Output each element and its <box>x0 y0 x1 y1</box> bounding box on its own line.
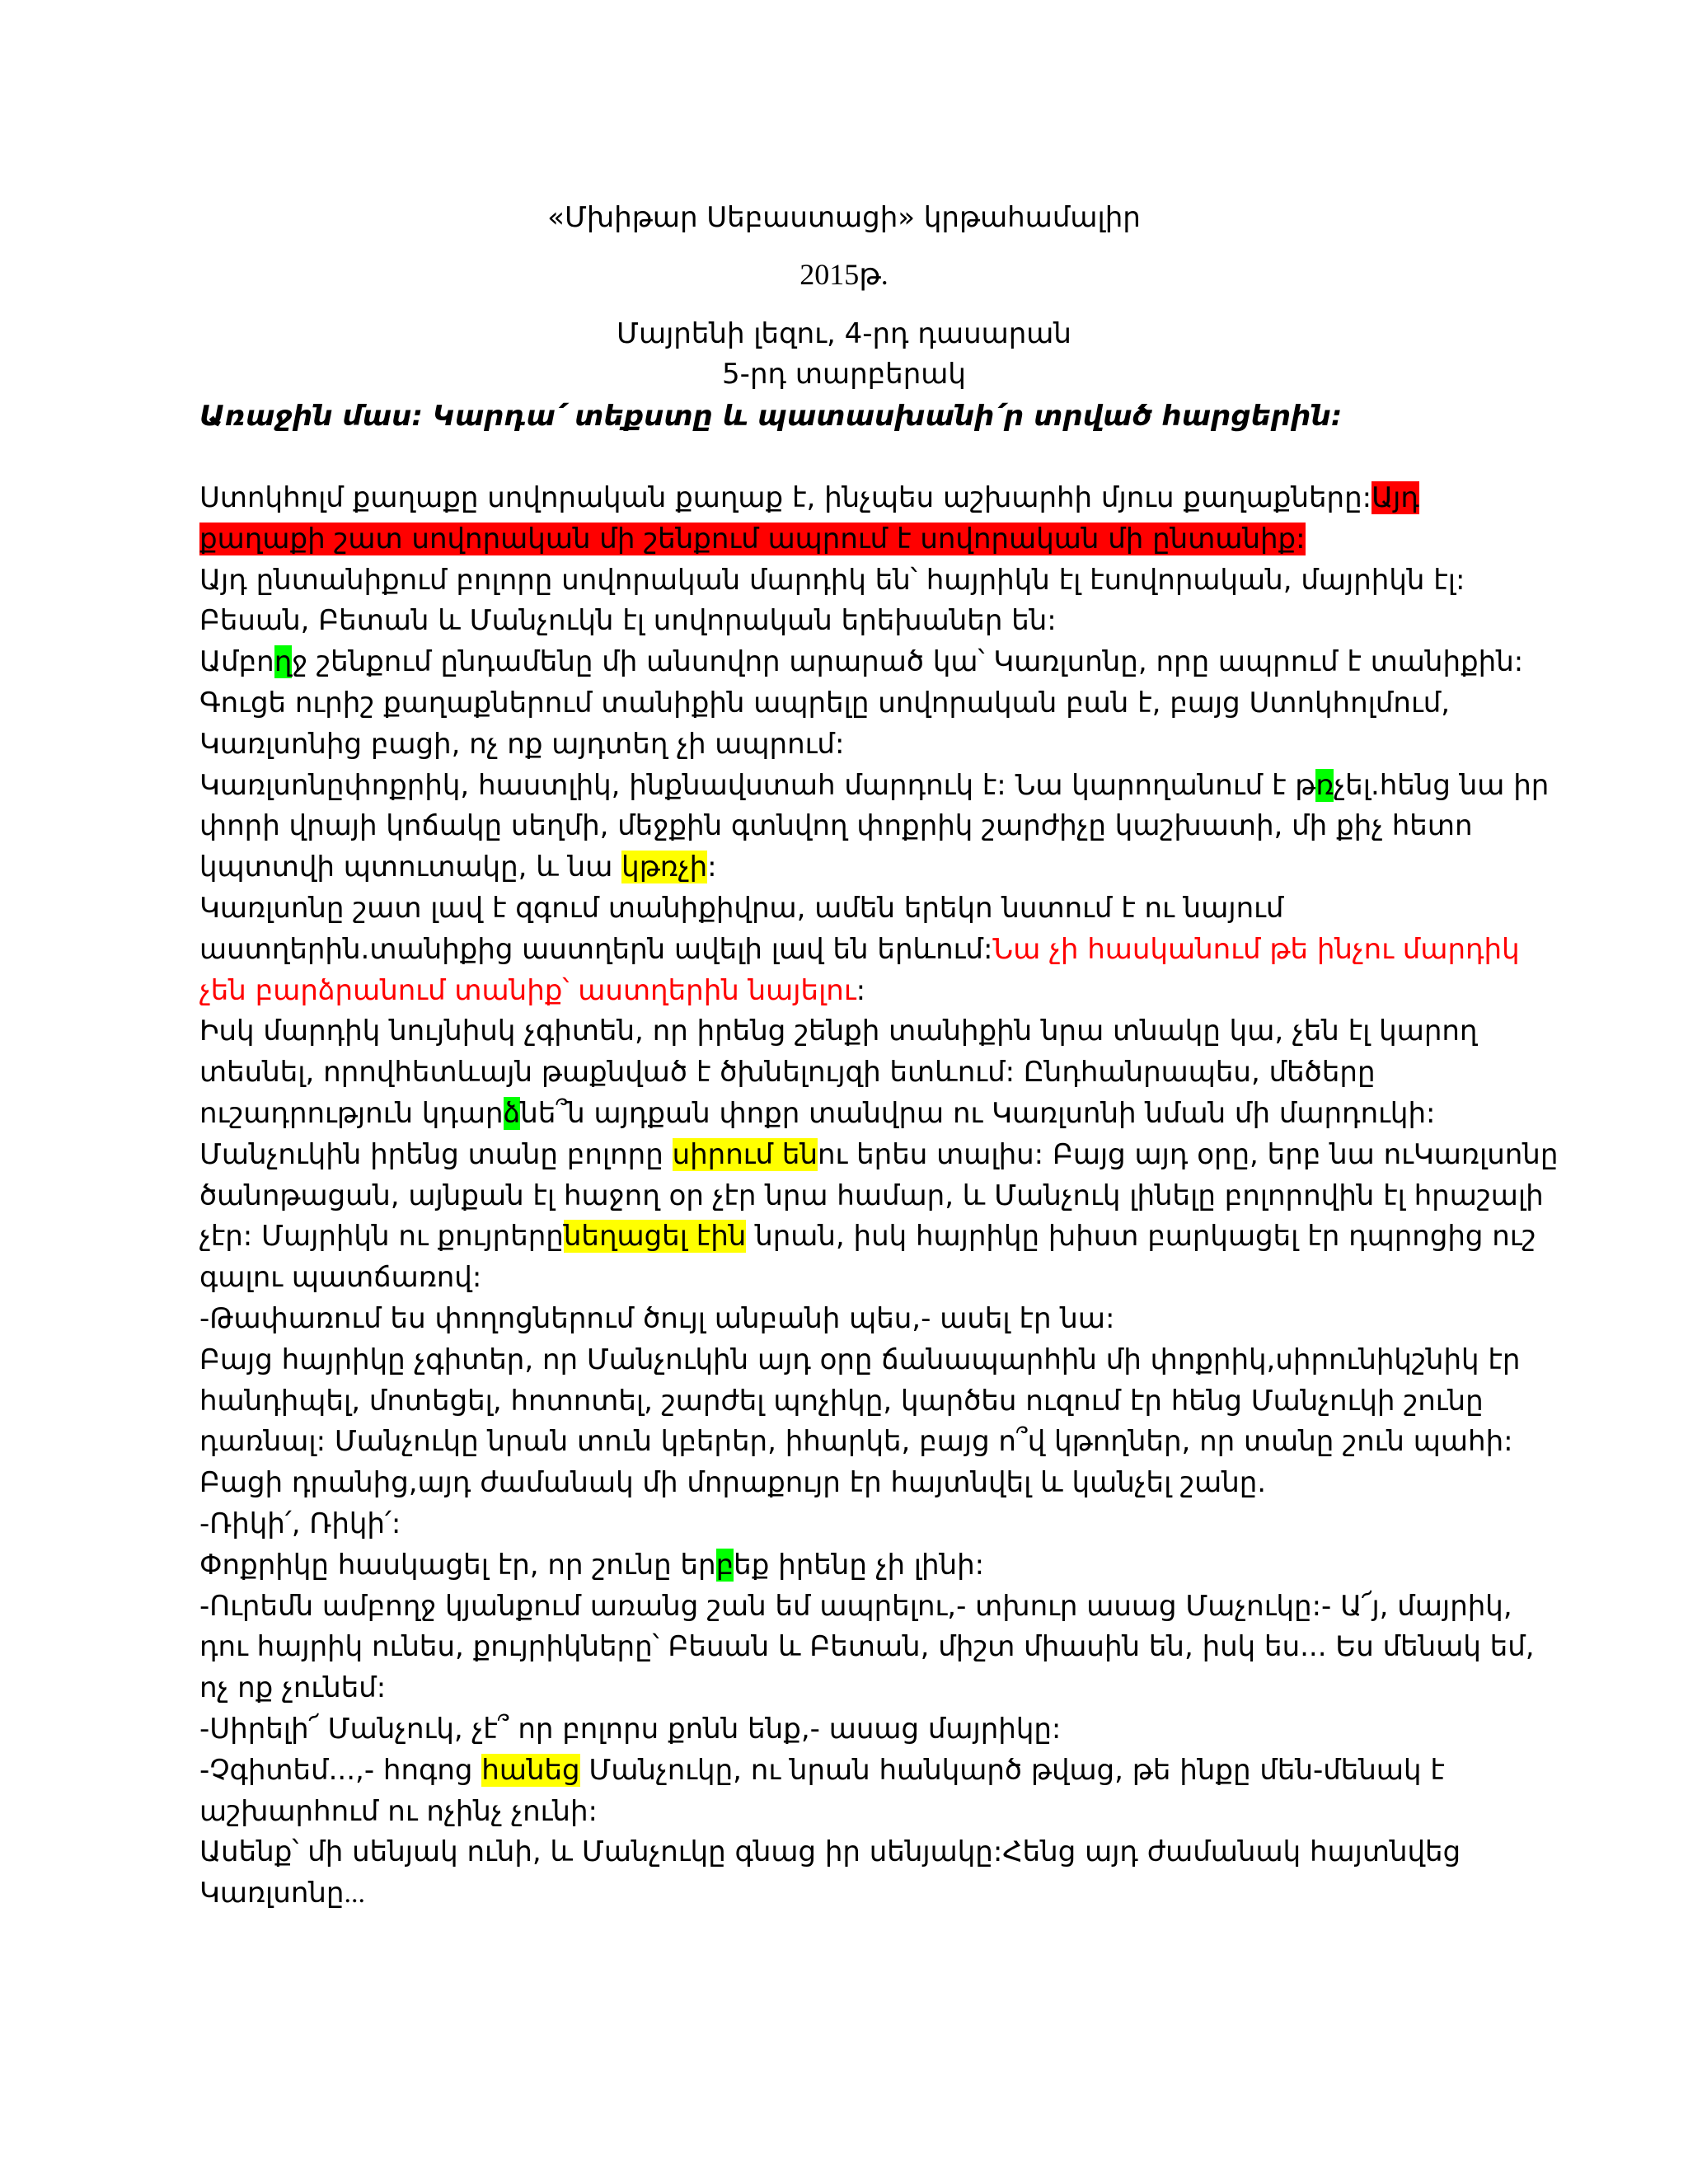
text-line: Այդ ընտանիքում բոլորը սովորական մարդիկ են՝ հայրիկն էլ էսովորական, մայրիկն էլ: <box>199 563 1465 597</box>
text-line: Կառլսոնը... <box>199 1877 365 1910</box>
story-text <box>199 478 1559 1915</box>
text-line: Կառլսոնից բացի, ոչ ոք այդտեղ չի ապրում: <box>199 727 845 761</box>
text-line: Բեսան, Բետան և Մանչուկն էլ սովորական երեխաներ են: <box>199 604 1057 638</box>
text-line: կպտտվի պտուտակը, և նա կթռչի: <box>199 851 717 884</box>
text-line: Գուցե ուրիշ քաղաքներում տանիքին ապրելը սովորական բան է, բայց Ստոկհոլմում, <box>199 686 1451 719</box>
red-text: չեն բարձրանում տանիք՝ աստղերին նայելու <box>199 973 856 1007</box>
text-line: տեսնել, որովհետևայն թաքնված է ծխնելույզի ետևում: Ընդհանրապես, մեծերը <box>199 1056 1376 1090</box>
text-line: փորի վրայի կոճակը սեղմի, մեջքին գտնվող փոքրիկ շարժիչը կաշխատի, մի քիչ հետո <box>199 809 1473 843</box>
text-line: չեն բարձրանում տանիք՝ աստղերին նայելու: <box>199 973 866 1007</box>
text-line: աշխարհում ու ոչինչ չունի: <box>199 1794 598 1828</box>
yellow-highlight: սիրում են <box>672 1137 818 1171</box>
text-line: Իսկ մարդիկ նույնիսկ չգիտեն, որ իրենց շենքի տանիքին նրա տնակը կա, չեն էլ կարող <box>199 1015 1478 1048</box>
text-line: գալու պատճառով: <box>199 1261 482 1295</box>
text-line: ոչ ոք չունեմ: <box>199 1671 387 1705</box>
green-highlight: բ <box>715 1548 734 1582</box>
text-line: դու հայրիկ ունես, քույրիկները՝ Բեսան և Բետան, միշտ միասին են, իսկ ես... Ես մենակ եմ, <box>199 1630 1535 1664</box>
text-line: դառնալ: Մանչուկը նրան տուն կբերեր, իհարկե, բայց ո՞վ կթողներ, որ տանը շուն պահի: <box>199 1425 1513 1459</box>
text-line: Կառլսոնըփոքրիկ, հաստլիկ, ինքնավստահ մարդուկ է: Նա կարողանում է թռչել.հենց նա իր <box>199 768 1550 802</box>
text-line: -Ռիկի՛, Ռիկի՛: <box>199 1507 401 1540</box>
subject-label: Մայրենի լեզու, 4-րդ դասարան <box>617 317 1071 350</box>
section-title: Առաջին մաս: Կարդա՛ տեքստը և պատասխանի՛ր տրված հարցերին: <box>199 400 1343 433</box>
text-line: -Չգիտեմ...,- հոգոց հանեց Մանչուկը, ու նրան հանկարծ թվաց, թե ինքը մեն-մենակ է <box>199 1753 1445 1787</box>
red-highlight: Այդ <box>1372 481 1419 514</box>
text-line: աստղերին.տանիքից աստղերն ավելի լավ են երևում:Նա չի հասկանում թե ինչու մարդիկ <box>199 932 1520 966</box>
green-highlight: ռ <box>1315 768 1334 802</box>
green-highlight: ձ <box>503 1096 521 1130</box>
text-line: Կառլսոնը շատ լավ է զգում տանիքիվրա, ամեն երեկո նստում է ու նայում <box>199 891 1284 925</box>
year-label: 2015թ. <box>799 258 889 291</box>
red-text: Նա չի հասկանում թե ինչու մարդիկ <box>992 932 1520 966</box>
school-title: «Մխիթար Սեբաստացի» կրթահամալիր <box>547 201 1141 234</box>
text-line: չէր: Մայրիկն ու քույրերընեղացել էին նրան, իսկ հայրիկը խիստ բարկացել էր դպրոցից ուշ <box>199 1220 1536 1254</box>
text-line: Բացի դրանից,այդ ժամանակ մի մորաքույր էր հայտնվել և կանչել շանը. <box>199 1466 1267 1500</box>
green-highlight: ղ <box>274 645 293 679</box>
text-line: Ասենք՝ մի սենյակ ունի, և Մանչուկը գնաց իր սենյակը:Հենց այդ ժամանակ հայտնվեց <box>199 1835 1461 1869</box>
text-line: -Թափառում ես փողոցներում ծույլ անբանի պես,- ասել էր նա: <box>199 1301 1115 1335</box>
variant-label: 5-րդ տարբերակ <box>722 358 966 391</box>
text-line: Փոքրիկը հասկացել էր, որ շունը երբեք իրենը չի լինի: <box>199 1548 985 1582</box>
text-line: Բայց հայրիկը չգիտեր, որ Մանչուկին այդ օրը ճանապարհին մի փոքրիկ,սիրունիկշնիկ էր <box>199 1343 1521 1376</box>
text-line: Ստոկհոլմ քաղաքը սովորական քաղաք է, ինչպես աշխարհի մյուս քաղաքները:Այդ <box>199 481 1419 514</box>
red-highlight: քաղաքի շատ սովորական մի շենքում ապրում է սովորական մի ընտանիք: <box>199 522 1306 555</box>
yellow-highlight: կթռչի <box>621 851 708 884</box>
yellow-highlight: հանեց <box>481 1753 580 1787</box>
text-line: հանդիպել, մոտեցել, հոտոտել, շարժել պոչիկը, կարծես ուզում էր հենց Մանչուկի շունը <box>199 1384 1484 1418</box>
yellow-highlight: նեղացել էին <box>563 1220 747 1254</box>
text-line: Ամբողջ շենքում ընդամենը մի անսովոր արարած կա՝ Կառլսոնը, որը ապրում է տանիքին: <box>199 645 1524 679</box>
text-line: -Ուրեմն ամբողջ կյանքում առանց շան եմ ապրելու,- տխուր ասաց Մաչուկը:- Ա՜յ, մայրիկ, <box>199 1589 1512 1623</box>
text-line: -Սիրելի՜ Մանչուկ, չէ՞ որ բոլորս քոնն ենք,- ասաց մայրիկը: <box>199 1712 1062 1746</box>
text-line: ուշադրություն կդարձնե՞ն այդքան փոքր տանվրա ու Կառլսոնի նման մի մարդուկի: <box>199 1096 1436 1130</box>
text-line: ծանոթացան, այնքան էլ հաջող օր չէր նրա համար, և Մանչուկ լինելը բոլորովին էլ հրաշալի <box>199 1179 1544 1212</box>
text-line: Մանչուկին իրենց տանը բոլորը սիրում ենու երես տալիս: Բայց այդ օրը, երբ նա ուԿառլսոնը <box>199 1137 1559 1171</box>
text-line <box>199 519 1518 560</box>
